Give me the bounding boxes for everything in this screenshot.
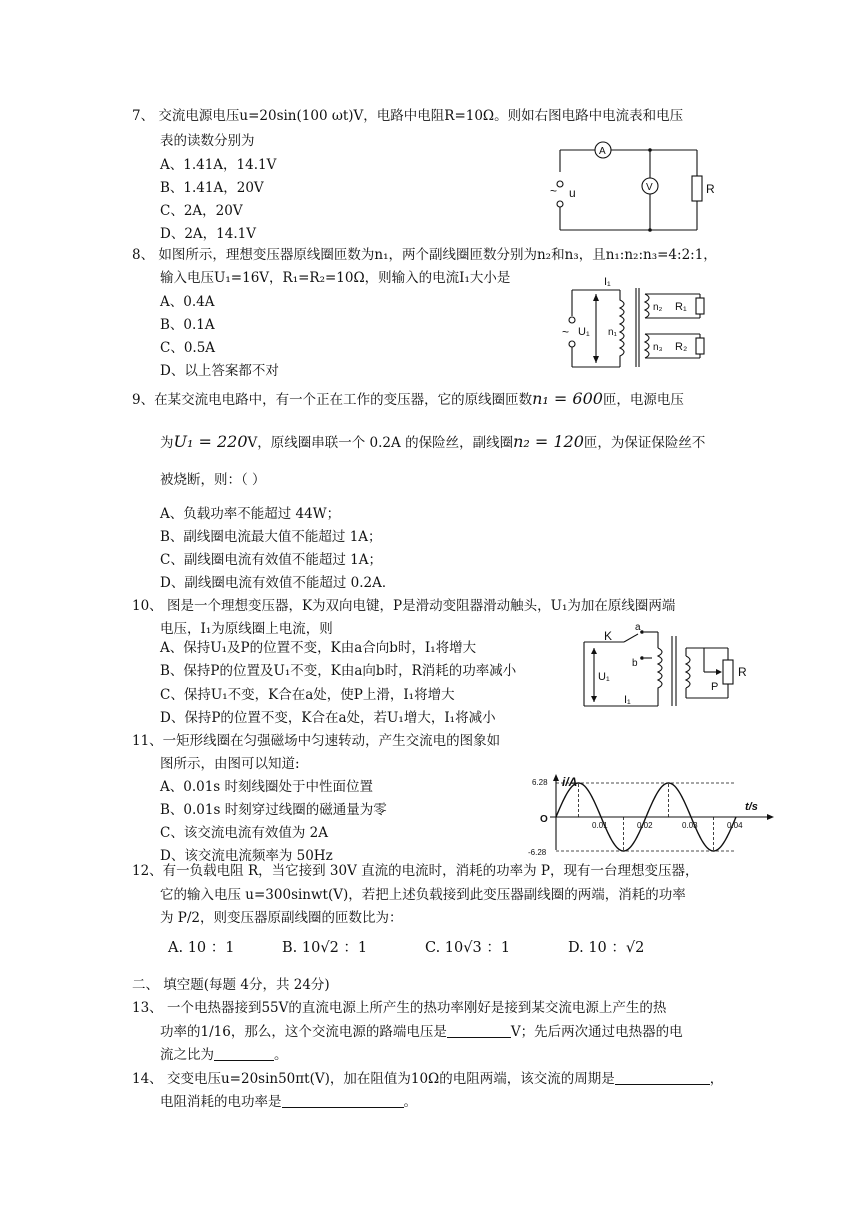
q8-n3-label: n₃ xyxy=(653,342,663,353)
q13-line2: 功率的1/16，那么，这个交流电源的路端电压是 V；先后两次通过电热器的电 xyxy=(160,1024,683,1040)
q10-option-d[interactable]: D、保持P的位置不变，K合在a处，若U₁增大，I₁将减小 xyxy=(160,710,496,726)
q9-n1-formula: n₁ = 600 xyxy=(532,389,603,408)
q9-line2: 为U₁ = 220V，原线圈串联一个 0.2A 的保险丝，副线圈n₂ = 120匝，为保证保险丝不 xyxy=(160,432,706,451)
q14-blank-period[interactable] xyxy=(615,1070,710,1085)
q9-line1: 9、在某交流电电路中，有一个正在工作的变压器，它的原线圈匝数n₁ = 600匝，电源电压 xyxy=(132,389,684,408)
q10-r-label: R xyxy=(738,665,747,679)
q10-k-label: K xyxy=(604,629,613,643)
q7-voltmeter-label: V xyxy=(646,182,653,193)
q8-option-c[interactable]: C、0.5A xyxy=(160,340,216,356)
q8-source-symbol: ~ xyxy=(562,325,570,339)
q11-option-d[interactable]: D、该交流电流频率为 50Hz xyxy=(160,848,333,864)
q12-option-d[interactable]: D. 10 ：√2 xyxy=(568,940,645,956)
q13-blank-current-ratio[interactable] xyxy=(214,1046,274,1061)
chart-y-tick-label: 6.28 xyxy=(532,778,548,787)
chart-y-tick-label: -6.28 xyxy=(528,848,547,857)
q7-line1: 7、 交流电源电压u=20sin(100 ωt)V，电路中电阻R=10Ω。则如右图电路中电流表和电压 xyxy=(132,108,684,124)
q10-transformer-diagram xyxy=(576,622,756,712)
q11-option-c[interactable]: C、该交流电流有效值为 2A xyxy=(160,825,328,841)
q8-u1-label: U₁ xyxy=(578,326,590,338)
q14-line1: 14、 交变电压u=20sin50πt(V)，加在阻值为10Ω的电阻两端，该交流的周期是 ， xyxy=(132,1071,724,1087)
chart-x-tick-label: 0.01 xyxy=(592,821,608,830)
q8-option-d[interactable]: D、以上答案都不对 xyxy=(160,363,279,379)
q7-option-d[interactable]: D、2A，14.1V xyxy=(160,226,256,242)
q10-i1-label: I₁ xyxy=(624,694,631,706)
q8-line2: 输入电压U₁=16V，R₁=R₂=10Ω，则输入的电流I₁大小是 xyxy=(160,270,511,286)
q8-option-b[interactable]: B、0.1A xyxy=(160,317,215,333)
q7-resistor-label: R xyxy=(706,182,715,196)
q11-option-a[interactable]: A、0.01s 时刻线圈处于中性面位置 xyxy=(160,779,374,795)
q10-option-a[interactable]: A、保持U₁及P的位置不变，K由a合向b时，I₁将增大 xyxy=(160,640,477,656)
q9-option-d[interactable]: D、副线圈电流有效值不能超过 0.2A． xyxy=(160,575,396,591)
q9-option-b[interactable]: B、副线圈电流最大值不能超过 1A； xyxy=(160,529,382,545)
q13-blank-voltage[interactable] xyxy=(447,1023,511,1038)
q8-n2-label: n₂ xyxy=(653,302,663,313)
q9-option-c[interactable]: C、副线圈电流有效值不能超过 1A； xyxy=(160,552,382,568)
q9-u1-formula: U₁ = 220 xyxy=(173,432,248,451)
q10-option-c[interactable]: C、保持U₁不变，K合在a处，使P上滑，I₁将增大 xyxy=(160,687,455,703)
q11-option-b[interactable]: B、0.01s 时刻穿过线圈的磁通量为零 xyxy=(160,802,387,818)
q12-line3: 为 P/2，则变压器原副线圈的匝数比为： xyxy=(160,910,403,926)
q11-line1: 11、一矩形线圈在匀强磁场中匀速转动，产生交流电的图象如 xyxy=(132,733,501,749)
q10-b-label: b xyxy=(632,658,638,669)
svg-text:~: ~ xyxy=(550,184,558,198)
q10-a-label: a xyxy=(635,622,641,633)
q7-circuit-diagram xyxy=(545,138,725,238)
q7-line2: 表的读数分别为 xyxy=(160,133,255,149)
chart-origin-label: O xyxy=(540,814,548,825)
q12-line1: 12、有一负载电阻 R，当它接到 30V 直流的电流时，消耗的功率为 P，现有一台理想变压器， xyxy=(132,863,699,879)
q9-n2-formula: n₂ = 120 xyxy=(513,432,584,451)
q12-line2: 它的输入电压 u=300sinwt(V)，若把上述负载接到此变压器副线圈的两端，消耗的功率 xyxy=(160,887,686,903)
q7-ammeter-label: A xyxy=(599,146,606,157)
chart-x-axis-label: t/s xyxy=(745,801,758,813)
q10-line2: 电压，I₁为原线圈上电流，则 xyxy=(160,621,333,637)
q7-option-a[interactable]: A、1.41A，14.1V xyxy=(160,157,277,173)
q14-line2: 电阻消耗的电功率是 。 xyxy=(160,1094,417,1110)
q13-line3: 流之比为 。 xyxy=(160,1047,288,1063)
section-2-heading: 二、 填空题(每题 4分，共 24分) xyxy=(132,977,330,993)
chart-x-tick-label: 0.04 xyxy=(727,821,743,830)
q7-source-label: u xyxy=(569,186,576,200)
q10-u1-label: U₁ xyxy=(598,671,610,683)
q10-option-b[interactable]: B、保持P的位置及U₁不变，K由a向b时，R消耗的功率减小 xyxy=(160,663,517,679)
q7-option-c[interactable]: C、2A，20V xyxy=(160,203,243,219)
q12-option-c[interactable]: C. 10√3 ：1 xyxy=(425,940,511,956)
q8-n1-label: n₁ xyxy=(608,327,617,338)
q13-line1: 13、 一个电热器接到55V的直流电源上所产生的热功率刚好是接到某交流电源上产生的热 xyxy=(132,1000,667,1016)
chart-x-tick-label: 0.03 xyxy=(682,821,698,830)
q8-line1: 8、 如图所示，理想变压器原线圈匝数为n₁，两个副线圈匝数分别为n₂和n₃，且n₁:n₂:n₃=4:2:1， xyxy=(132,247,717,263)
q8-i1-label: I₁ xyxy=(604,276,611,288)
q10-line1: 10、 图是一个理想变压器，K为双向电键，P是滑动变阻器滑动触头，U₁为加在原线圈两端 xyxy=(132,598,676,614)
q9-line3: 被烧断，则：（ ） xyxy=(160,472,266,488)
q11-current-chart xyxy=(528,772,780,857)
chart-y-axis-label: i/A xyxy=(562,775,578,789)
q8-r1-label: R₁ xyxy=(675,301,687,313)
q14-blank-power[interactable] xyxy=(282,1093,404,1108)
q11-line2: 图所示，由图可以知道: xyxy=(160,756,300,772)
q12-option-b[interactable]: B. 10√2 ：1 xyxy=(282,940,368,956)
q12-option-a[interactable]: A. 10 ：1 xyxy=(168,940,235,956)
q9-option-a[interactable]: A、负载功率不能超过 44W； xyxy=(160,506,341,522)
q7-option-b[interactable]: B、1.41A，20V xyxy=(160,180,264,196)
chart-x-tick-label: 0.02 xyxy=(637,821,653,830)
q8-transformer-diagram xyxy=(560,272,710,372)
q10-p-label: P xyxy=(711,681,719,693)
q8-r2-label: R₂ xyxy=(675,341,688,353)
q8-option-a[interactable]: A、0.4A xyxy=(160,294,215,310)
